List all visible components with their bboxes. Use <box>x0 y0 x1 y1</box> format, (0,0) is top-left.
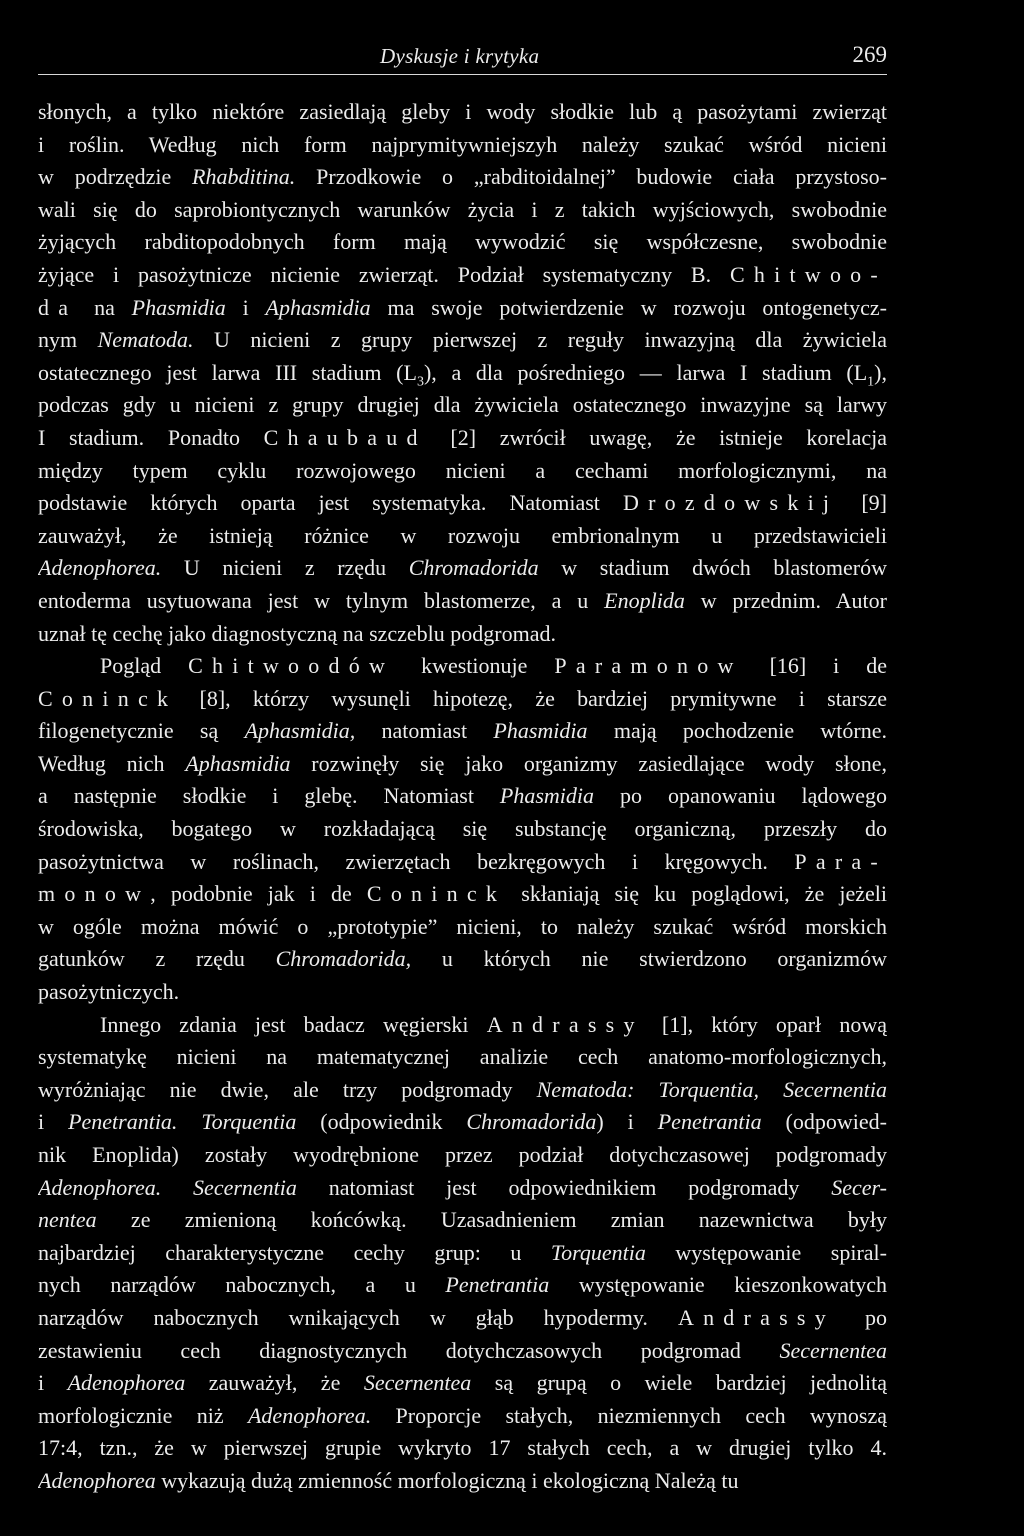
text-run: natomiast <box>355 718 494 744</box>
text-run: są grupą o wiele bardziej jednolitą <box>471 1370 887 1396</box>
text-run: na <box>77 294 132 320</box>
text-run: kwestionuje <box>394 653 555 679</box>
author-name: monow <box>38 881 151 907</box>
text-run: podczas gdy u nicieni z grupy drugiej dla żywiciela ostatecznego inwazyjne są larwy <box>38 392 887 418</box>
text-run: ze zmienioną końcówką. Uzasadnieniem zmian nazewnictwa były <box>96 1207 887 1233</box>
italic-term: Aphasmidia, <box>244 718 356 744</box>
italic-term: Penetrantia. Torquentia <box>68 1109 297 1135</box>
text-run: zauważył, że istnieją różnice w rozwoju embrionalnym u przedstawicieli <box>38 522 887 548</box>
text-run: Pogląd <box>100 653 189 679</box>
text-run: i roślin. Według nich form najprymitywniejszyh należy szukać wśród nicieni <box>38 131 887 157</box>
author-name: Chitwoodów <box>188 653 395 679</box>
text-run: Proporcje stałych, niezmiennych cech wynoszą <box>371 1402 887 1428</box>
text-run: mają pochodzenie wtórne. <box>587 718 887 744</box>
text-run: wali się do saprobiontycznych warunków życia i z takich wyjściowych, swobodnie <box>38 196 887 222</box>
text-line <box>38 813 887 846</box>
italic-term: Secernentea <box>363 1370 472 1396</box>
text-run: narządów nabocznych wnikających w głąb hypodermy. <box>38 1304 678 1330</box>
italic-term: Chromadorida <box>466 1109 597 1135</box>
text-run: skłaniają się ku poglądowi, że jeżeli <box>506 881 887 907</box>
author-name: Chitwoo- <box>729 261 887 287</box>
text-run: , podobnie jak i de <box>150 881 367 907</box>
italic-term: Secernentea <box>779 1337 887 1363</box>
italic-term: Chromadorida <box>408 555 539 581</box>
italic-term: Enoplida <box>604 587 685 613</box>
text-line <box>38 1302 887 1335</box>
text-run: filogenetycznie są <box>38 718 245 744</box>
text-run: [16] i de <box>742 653 887 679</box>
text-run: (odpowiednik <box>296 1109 467 1135</box>
text-run: ostatecznego jest larwa III stadium (L <box>38 359 417 385</box>
text-run: systematykę nicieni na matematycznej analizie cech anatomo-morfologicznych, <box>38 1044 887 1070</box>
text-run: [8], którzy wysunęli hipotezę, że bardziej prymitywne i starsze <box>177 685 887 711</box>
text-run: gatunków z rzędu <box>38 946 276 972</box>
text-line <box>38 1106 887 1139</box>
italic-term: Penetrantia <box>445 1272 550 1298</box>
text-run: i <box>38 1370 68 1396</box>
text-run: nik Enoplida) zostały wyodrębnione przez podział dotychczasowej podgromady <box>38 1142 887 1167</box>
text-run: w przednim. Autor <box>684 587 887 613</box>
text-line <box>38 96 887 129</box>
italic-term: Adenophorea. <box>247 1402 372 1428</box>
italic-term: nentea <box>38 1207 97 1233</box>
text-line <box>38 976 887 1009</box>
text-run: U nicieni z grupy pierwszej z reguły inwazyjną dla żywiciela <box>193 327 887 353</box>
text-line <box>38 1009 887 1042</box>
text-run: I stadium. Ponadto <box>38 424 264 450</box>
text-run: w stadium dwóch blastomerów <box>538 555 887 581</box>
text-line <box>38 1172 887 1205</box>
text-line <box>38 226 887 259</box>
text-line <box>38 1269 887 1302</box>
text-run: w ogóle można mówić o „prototypie” nicieni, to należy szukać wśród morskich <box>38 913 887 939</box>
text-run: ) i <box>596 1109 658 1135</box>
text-line <box>38 780 887 813</box>
text-line <box>38 552 887 585</box>
italic-term: Nematoda. <box>97 327 194 353</box>
text-line <box>38 357 887 390</box>
text-line <box>38 585 887 618</box>
text-run: żyjące i pasożytnicze nicienie zwierząt. Podział systematyczny B. <box>38 261 730 287</box>
text-run: i <box>225 294 266 320</box>
text-run: (odpowied- <box>761 1109 887 1135</box>
text-line <box>38 422 887 455</box>
text-line <box>38 129 887 162</box>
author-name: Para- <box>794 848 887 874</box>
author-name: Andrassy <box>486 1011 644 1037</box>
text-line <box>38 1367 887 1400</box>
text-run: u których nie stwierdzono organizmów <box>411 946 887 972</box>
text-line <box>38 194 887 227</box>
text-run: pasożytniczych. <box>38 979 180 1005</box>
text-line <box>38 715 887 748</box>
subscript: 3 <box>416 374 424 390</box>
italic-term: Phasmidia <box>131 294 226 320</box>
text-run: wykazują dużą zmienność morfologiczną i ekologiczną Należą tu <box>155 1467 739 1493</box>
text-line <box>38 1465 887 1498</box>
italic-term: Adenophorea. Secernentia <box>38 1174 297 1200</box>
text-run: [9] <box>838 490 887 516</box>
italic-term: Secer- <box>831 1174 887 1200</box>
text-run: rozwinęły się jako organizmy zasiedlające wody słone, <box>290 750 887 776</box>
text-line <box>38 1074 887 1107</box>
text-run: Innego zdania jest badacz węgierski <box>100 1011 487 1037</box>
text-line <box>38 455 887 488</box>
text-line <box>38 878 887 911</box>
text-line <box>38 487 887 520</box>
text-run: i <box>38 1109 69 1135</box>
text-run: między typem cyklu rozwojowego nicieni a cechami morfologicznymi, na <box>38 457 887 483</box>
text-run: [1], który oparł nową <box>643 1011 887 1037</box>
text-run: 17:4, tzn., że w pierwszej grupie wykryto 17 stałych cech, a w drugiej tylko 4. <box>38 1435 887 1461</box>
text-run: występowanie kieszonkowatych <box>549 1272 887 1298</box>
text-line <box>38 846 887 879</box>
text-line <box>38 748 887 781</box>
text-run: ), <box>874 359 887 385</box>
text-run: uznał tę cechę jako diagnostyczną na szczeblu podgromad. <box>38 620 556 646</box>
text-run: nych narządów nabocznych, a u <box>38 1272 446 1298</box>
text-run: żyjących rabditopodobnych form mają wywodzić się współczesne, swobodnie <box>38 229 887 255</box>
italic-term: Adenophorea <box>38 1467 156 1493</box>
author-name: Coninck <box>366 881 507 907</box>
author-name: Paramonow <box>554 653 743 679</box>
text-line <box>38 1041 887 1074</box>
text-run: środowiska, bogatego w rozkładającą się substancję organiczną, przeszły do <box>38 816 887 842</box>
text-run: ), a dla pośredniego — larwa I stadium (L <box>423 359 868 385</box>
page-number: 269 <box>852 42 887 67</box>
text-line <box>38 161 887 194</box>
text-run: występowanie spiral- <box>645 1239 887 1265</box>
text-line <box>38 520 887 553</box>
text-run: [2] zwrócił uwagę, że istnieje korelacja <box>426 424 887 450</box>
text-run: zestawieniu cech diagnostycznych dotychczasowych podgromad <box>38 1337 780 1363</box>
text-line <box>38 324 887 357</box>
text-run: a następnie słodkie i glebę. Natomiast <box>38 783 500 809</box>
text-line <box>38 1139 887 1172</box>
text-run: pasożytnictwa w roślinach, zwierzętach bezkręgowych i kręgowych. <box>38 848 795 874</box>
author-name: Coninck <box>38 685 178 711</box>
text-run: Przodkowie o „rabditoidalnej” budowie ciała przystoso- <box>295 164 887 190</box>
italic-term: Phasmidia <box>499 783 595 809</box>
text-run: w podrzędzie <box>38 164 193 190</box>
text-line <box>38 259 887 292</box>
text-run: natomiast jest odpowiednikiem podgromady <box>296 1174 832 1200</box>
text-line <box>38 911 887 944</box>
text-run: entoderma usytuowana jest w tylnym blastomerze, a u <box>38 587 605 613</box>
italic-term: Nematoda: Torquentia, Secernentia <box>536 1076 887 1102</box>
italic-term: Adenophorea <box>67 1370 186 1396</box>
text-line <box>38 650 887 683</box>
text-line <box>38 1335 887 1368</box>
text-run: podstawie których oparta jest systematyka. Natomiast <box>38 490 623 516</box>
text-line <box>38 292 887 325</box>
text-line <box>38 389 887 422</box>
italic-term: Chromadorida, <box>275 946 412 972</box>
italic-term: Adenophorea. <box>38 555 162 581</box>
text-run: słonych, a tylko niektóre zasiedlają gleby i wody słodkie lub ą pasożytami zwierząt <box>38 99 887 124</box>
author-name: da <box>38 294 78 320</box>
italic-term: Torquentia <box>550 1239 646 1265</box>
text-run: po opanowaniu lądowego <box>594 783 887 809</box>
italic-term: Penetrantia <box>657 1109 762 1135</box>
italic-term: Phasmidia <box>493 718 588 744</box>
author-name: Chaubaud <box>263 424 427 450</box>
text-run: Według nich <box>38 750 186 776</box>
text-run: nym <box>38 327 98 353</box>
text-run: zauważył, że <box>185 1370 364 1396</box>
text-run: wyróżniając nie dwie, ale trzy podgromady <box>38 1076 537 1102</box>
author-name: Andrassy <box>677 1304 835 1330</box>
subscript: 1 <box>867 374 875 390</box>
page-header <box>38 40 887 75</box>
text-line <box>38 683 887 716</box>
italic-term: Aphasmidia <box>265 294 371 320</box>
italic-term: Aphasmidia <box>185 750 291 776</box>
text-line <box>38 1204 887 1237</box>
author-name: Drozdowskij <box>622 490 839 516</box>
text-run: po <box>834 1304 887 1330</box>
text-line <box>38 618 887 651</box>
running-title: Dyskusje i krytyka <box>380 44 540 68</box>
text-run: najbardziej charakterystyczne cechy grup: u <box>38 1239 551 1265</box>
text-run: ma swoje potwierdzenie w rozwoju ontogenetycz- <box>370 294 887 320</box>
text-line <box>38 1237 887 1270</box>
text-line <box>38 943 887 976</box>
text-line <box>38 1400 887 1433</box>
text-run: morfologicznie niż <box>38 1402 248 1428</box>
text-line <box>38 1432 887 1465</box>
italic-term: Rhabditina. <box>192 164 296 190</box>
text-run: U nicieni z rzędu <box>161 555 409 581</box>
body-text <box>38 96 887 1498</box>
